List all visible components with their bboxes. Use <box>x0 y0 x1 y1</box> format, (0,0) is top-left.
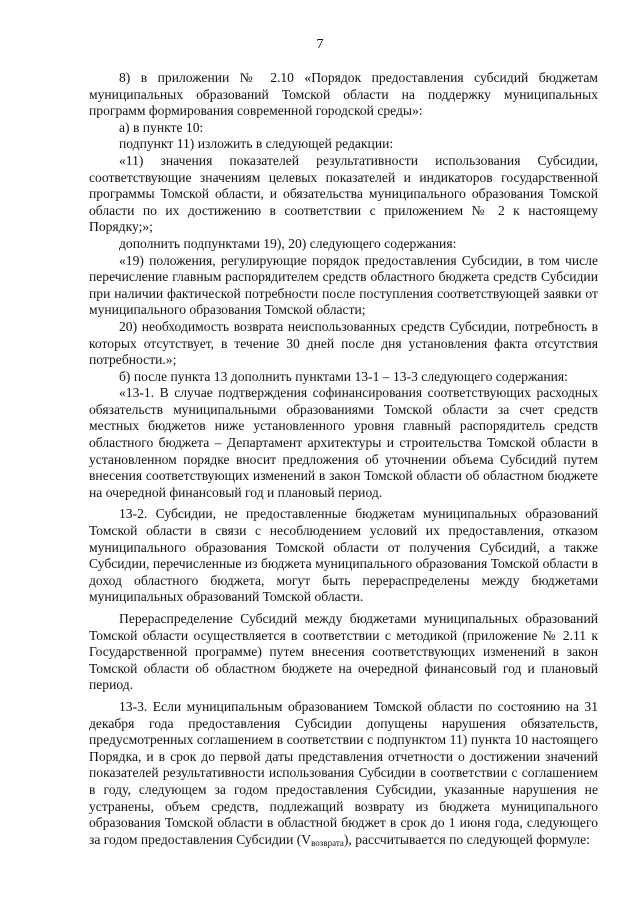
paragraph-subpoint-20: 20) необходимость возврата неиспользованных средств Субсидии, потребность в которых отсутствует, в течение 30 дней после дня установления факта отсутствия потребности.»; <box>89 318 598 368</box>
formula-variable-close: ), рассчитывается по следующей формуле: <box>343 831 590 847</box>
formula-variable-subscript: возврата <box>311 837 344 848</box>
document-body <box>89 70 598 848</box>
paragraph-point-13-3-text: 13-3. Если муниципальным образованием Томской области по состоянию на 31 декабря года предоставления Субсидии допущены нарушения обязательств, предусмотренных соглашением в соответствии с подпунктом 11) пункта 10 настоящего Порядка, и в срок до первой даты представления отчетности о достижении значений показателей результативности использования Субсидии в соответствии с соглашением в году, следующем за годом предоставления Субсидии, указанные нарушения не устранены, объем средств, подлежащий возврату из бюджета муниципального образования Томской области в областной бюджет в срок до 1 июня года, следующего за годом предоставления Субсидии <box>89 698 598 847</box>
paragraph-subitem-a: а) в пункте 10: <box>119 119 204 135</box>
paragraph-subpoint-19: «19) положения, регулирующие порядок предоставления Субсидии, в том числе перечисление главным распорядителем средств областного бюджета средств Субсидии при наличии фактической потребности после поступления соответствующей заявки от муниципального образования Томской области; <box>89 252 598 318</box>
paragraph-point-13-1: «13-1. В случае подтверждения софинансирования соответствующих расходных обязательств муниципальными образованиями Томской области за счет средств местных бюджетов ниже установленного уровня главный распорядитель средств областного бюджета – Департамент архитектуры и строительства Томской области в установленном порядке вносит предложения об уточнении объема Субсидий путем внесения соответствующих изменений в закон Томской области об областном бюджете на очередной финансовый год и плановый период. <box>89 385 598 500</box>
formula-variable-open: (V <box>296 831 312 847</box>
paragraph-point-13-2: 13-2. Субсидии, не предоставленные бюджетам муниципальных образований Томской области в связи с несоблюдением условий их предоставления, отказом муниципального образования Томской области от получения Субсидий, а также Субсидии, перечисленные из бюджета муниципального образования Томской области в доход областного бюджета, могут быть перераспределены между бюджетами муниципальных образований Томской области. <box>89 506 598 605</box>
page-number: 7 <box>316 37 324 52</box>
paragraph-instruction: подпункт 11) изложить в следующей редакции: <box>119 136 394 152</box>
paragraph-subitem-b: б) после пункта 13 дополнить пунктами 13-1 – 13-3 следующего содержания: <box>119 368 568 384</box>
paragraph-item-8: 8) в приложении № 2.10 «Порядок предоставления субсидий бюджетам муниципальных образований Томской области на поддержку муниципальных программ формирования современной городской среды»: <box>89 70 598 119</box>
paragraph-point-13-3 <box>89 699 598 848</box>
paragraph-instruction: дополнить подпунктами 19), 20) следующего содержания: <box>119 235 457 251</box>
paragraph-subpoint-11: «11) значения показателей результативности использования Субсидии, соответствующие значениям целевых показателей и индикаторов государственной программы Томской области, и обязательства муниципального образования Томской области по их достижению в соответствии с приложением № 2 к настоящему Порядку;»; <box>89 152 598 235</box>
paragraph-redistribution: Перераспределение Субсидий между бюджетами муниципальных образований Томской области осуществляется в соответствии с методикой (приложение № 2.11 к Государственной программе) путем внесения соответствующих изменений в закон Томской области об областном бюджете на очередной финансовый год и плановый период. <box>89 611 598 693</box>
